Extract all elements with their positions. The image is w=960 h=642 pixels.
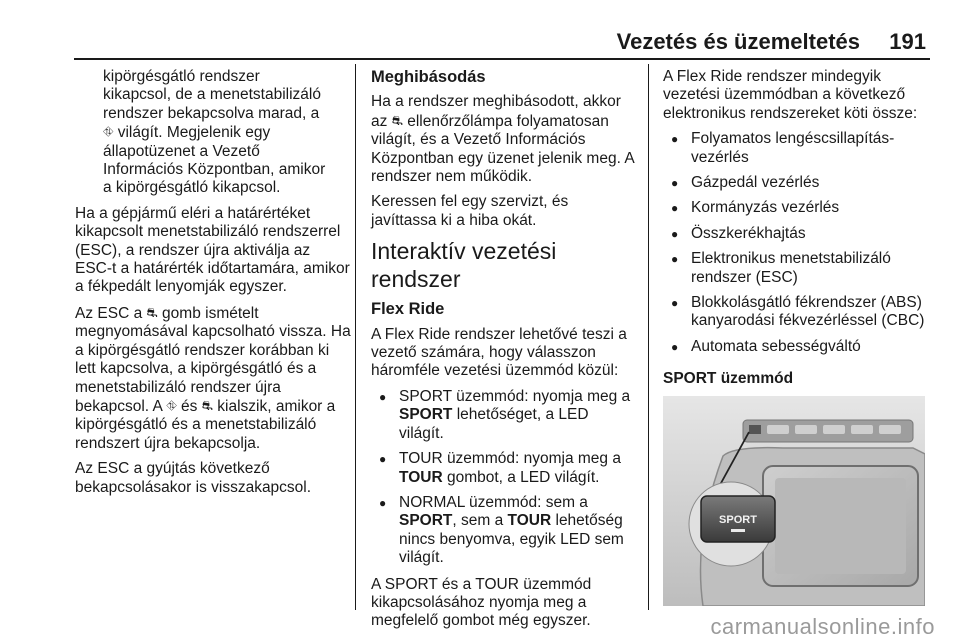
sport-button-label: SPORT (719, 514, 757, 526)
fault-paragraph: Ha a rendszer meghibásodott, akkor az ⛐ ellenőrzőlámpa folyamatosan világít, és a Vezető Információs Központban egy üzenet jelenik meg. A rendszer nem működik. (371, 93, 634, 186)
list-item: ● Blokkolásgátló fékrendszer (ABS) kanyarodási fékvezérléssel (CBC) (663, 294, 931, 331)
list-item: ● Kormányzás vezérlés (663, 199, 931, 217)
list-item: ● Elektronikus menetstabilizáló rendszer (ESC) (663, 250, 931, 287)
dashboard-illustration (663, 396, 925, 606)
list-item: ● Összkerékhajtás (663, 225, 931, 243)
section-heading: Interaktív vezetési rendszer (371, 238, 557, 293)
closing-paragraph: A SPORT és a TOUR üzemmód kikapcsolásához nyomja meg a megfelelő gombot még egyszer. (371, 575, 592, 630)
list-item: ● Gázpedál vezérlés (663, 174, 931, 192)
traction-off-icon: ⛗ (103, 124, 114, 140)
list-item: ● Automata sebességváltó (663, 338, 931, 356)
list-item: ● NORMAL üzemmód: sem a SPORT, sem a TOUR lehetőség nincs benyomva, egyik LED sem világít. (371, 494, 635, 568)
column-divider-2 (648, 64, 649, 610)
flexride-intro: A Flex Ride rendszer lehetővé teszi a vezető számára, hogy válasszon háromféle vezetési üzemmód közül: (371, 325, 627, 380)
column-3 (663, 68, 931, 396)
sport-mode-heading: SPORT üzemmód (663, 370, 794, 388)
systems-list (663, 130, 931, 356)
mode-list (371, 388, 635, 568)
traction-off-icon: ⛗ (166, 397, 177, 413)
paragraph-ignition: Az ESC a gyújtás következő bekapcsolásakor is visszakapcsol. (75, 460, 312, 496)
sport-button-photo (663, 396, 925, 606)
column-1 (75, 68, 351, 504)
header-rule (74, 58, 930, 60)
paragraph-limit: Ha a gépjármű eléri a határértéket kikapcsolt menetstabilizáló rendszerrel (ESC), a rendszer újra aktiválja az ESC-t a határérték időtartamára, amikor a fékpedált lenyomják egyszer. (75, 204, 350, 296)
flexride-heading: Flex Ride (371, 300, 445, 319)
esc-icon: ⛐ (146, 304, 158, 320)
list-item: ● SPORT üzemmód: nyomja meg a SPORT lehetőséget, a LED világít. (371, 388, 635, 443)
list-item: ● TOUR üzemmód: nyomja meg a TOUR gombot, a LED világít. (371, 450, 635, 487)
systems-intro: A Flex Ride rendszer mindegyik vezetési üzemmódban a következő elektronikus rendszereket köti össze: (663, 68, 918, 122)
page-number: 191 (889, 29, 926, 54)
column-divider-1 (355, 64, 356, 610)
watermark: carmanualsonline.info (710, 614, 935, 639)
esc-off-icon: ⛐ (201, 397, 213, 413)
esc-icon: ⛐ (391, 112, 403, 128)
fault-heading: Meghibásodás (371, 68, 486, 86)
list-item: ● Folyamatos lengéscsillapítás-vezérlés (663, 130, 931, 167)
running-header-title: Vezetés és üzemeltetés (616, 29, 860, 54)
column-2 (371, 68, 635, 638)
continued-paragraph: kipörgésgátló rendszer kikapcsol, de a menetstabilizáló rendszer bekapcsolva marad, a ⛗ világít. Megjelenik egy állapotüzenet a Vezető Információs Központban, amikor a kipörgésgátló kikapcsol. (103, 68, 326, 197)
service-paragraph: Keressen fel egy szervizt, és javíttassa ki a hiba okát. (371, 193, 569, 229)
paragraph-esc-reactivate: Az ESC a ⛐ gomb ismételt megnyomásával kapcsolható vissza. Ha a kipörgésgátló rendszer korábban ki lett kapcsolva, a kipörgésgátló és a menetstabilizáló rendszer újra bekapcsol. A ⛗ és ⛐ kialszik, amikor a kipörgésgátló és a menetstabilizáló rendszert újra bekapcsolja. (75, 304, 351, 452)
